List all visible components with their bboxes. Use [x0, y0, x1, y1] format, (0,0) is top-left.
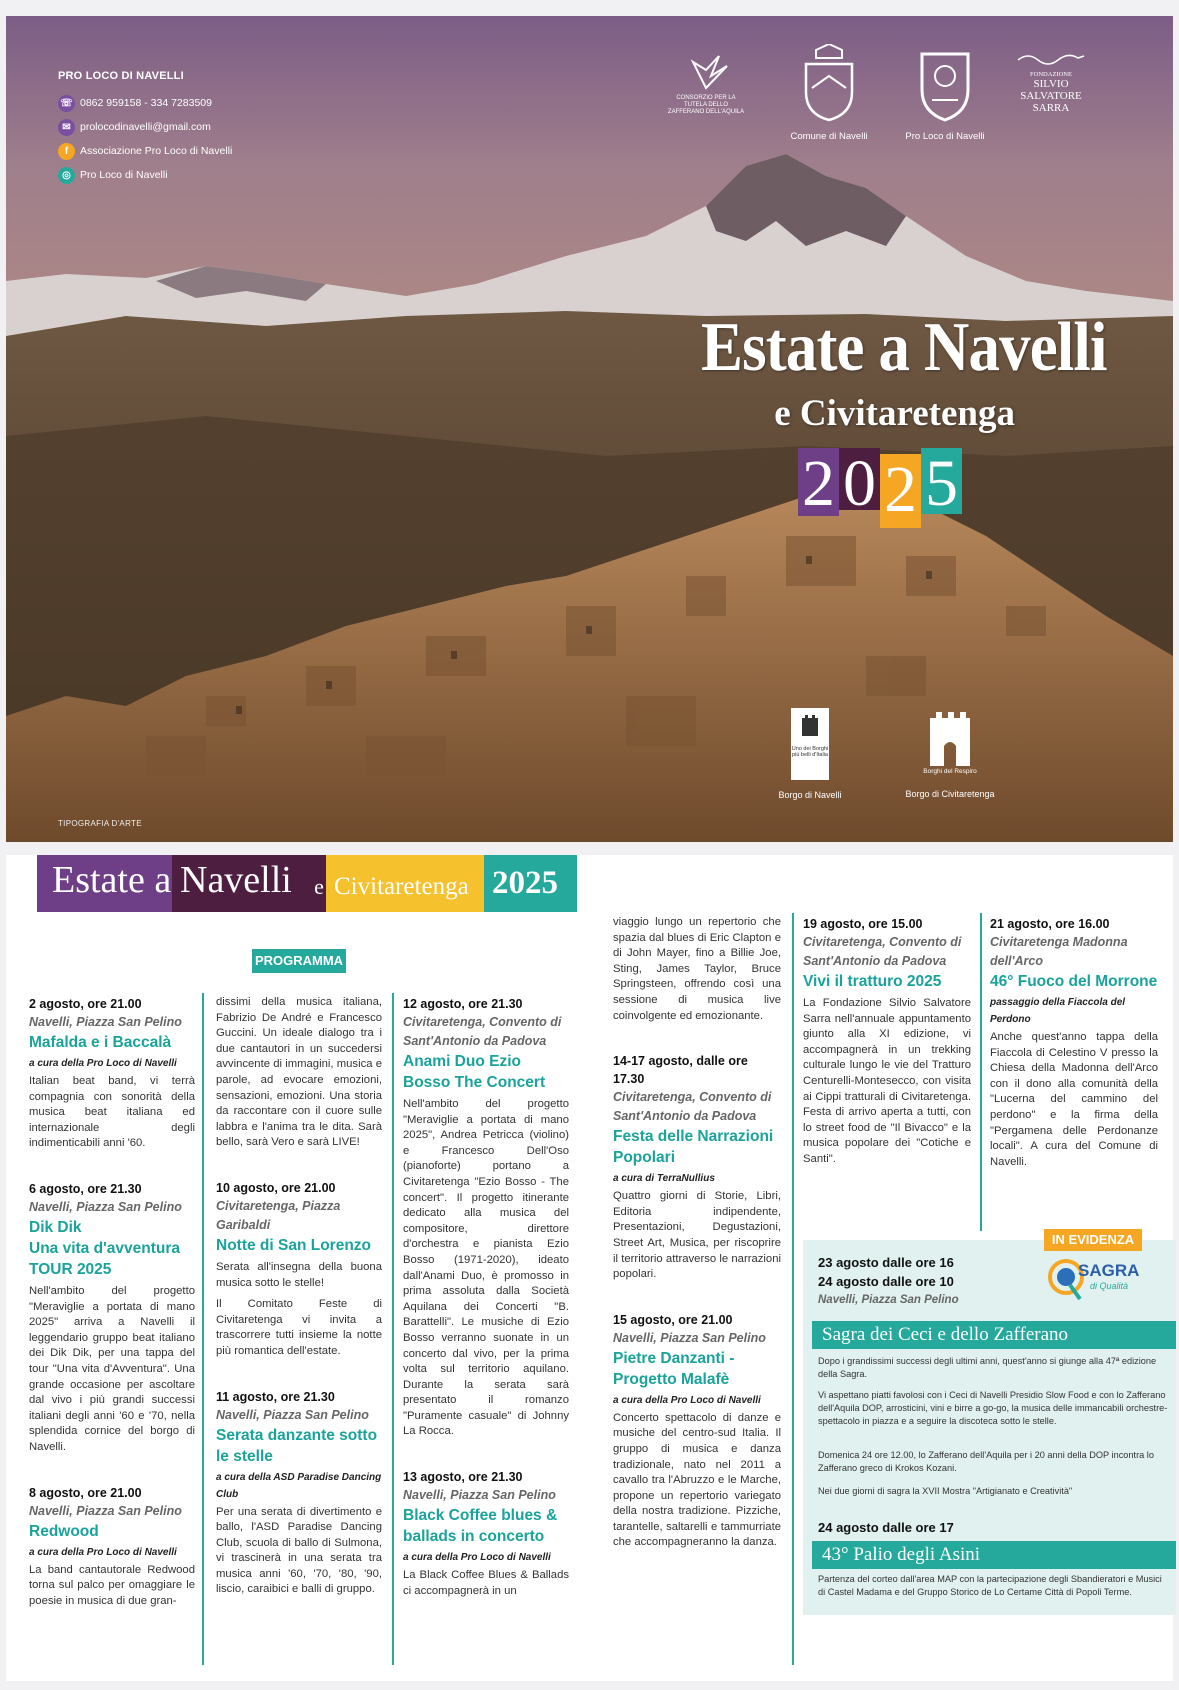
borghi-badge-text: Uno dei Borghi più belli d'Italia — [791, 746, 829, 758]
event-date: 21 agosto, ore 16.00 — [990, 917, 1110, 931]
event-description: dissimi della musica italiana, Fabrizio De André e Francesco Guccini. Un ideale dialogo tra i due cantautori in un succedersi avvincente di immagini, musica e parole, ad evocare emozioni, sensazioni, emozioni. Una storia da raccontare con il cuore sulle labbra e l'anima tra le dita. Sarà bello, sarà Vero e sarà LIVE! — [216, 996, 382, 1149]
event-mafalda — [29, 995, 195, 1152]
sagra-date-1: 23 agosto dalle ore 16 — [818, 1255, 954, 1270]
sagra-date-2: 24 agosto dalle ore 10 — [818, 1274, 954, 1289]
event-title: Dik Dik — [29, 1218, 82, 1236]
instagram-text: Pro Loco di Navelli — [80, 169, 168, 181]
event-place: Civitaretenga, Convento di Sant'Antonio da Padova — [403, 1015, 562, 1048]
column-divider — [792, 913, 794, 1665]
event-description: La Fondazione Silvio Salvatore Sarra nell'annuale appuntamento giunto alla XI edizione, vi accompagnerà in un trekking culturale lungo le vie del Tratturo Centurelli-Montesecco, con visita ai Cippi tratturali di Civitaretenga. Festa di arrivo aperta a tutti, con lo street food de "Il Bivacco" e la musica popolare dei "Cotiche e Santi". — [803, 997, 971, 1165]
event-title: 46° Fuoco del Morrone — [990, 973, 1158, 990]
column-divider — [202, 993, 204, 1665]
comune-logo — [784, 44, 874, 142]
event-fuoco-morrone — [990, 915, 1158, 1170]
event-date: 13 agosto, ore 21.30 — [403, 1470, 523, 1485]
borgo-navelli-text: Borgo di Navelli — [778, 790, 842, 800]
fondazione-small-text: FONDAZIONE — [1030, 71, 1072, 78]
event-place: Civitaretenga, Convento di Sant'Antonio da Padova — [613, 1090, 772, 1124]
event-subtitle: Una vita d'avventura TOUR 2025 — [29, 1239, 180, 1278]
shield-icon — [918, 46, 972, 122]
email-icon: ✉ — [58, 119, 75, 136]
proloco-logo — [900, 46, 990, 142]
event-curator: a cura della Pro Loco di Navelli — [29, 1058, 177, 1069]
facebook-icon: f — [58, 143, 75, 160]
facebook-text: Associazione Pro Loco di Navelli — [80, 145, 233, 157]
borgo-civitaretenga — [890, 710, 1010, 799]
year-digit: 2 — [798, 448, 839, 516]
sagra-text-2: Vi aspettano piatti favolosi con i Ceci di Navelli Presidio Slow Food e con lo Zafferano dell'Aquila DOP, arrosticini, vini e birre a go-go, la musica delle immancabili orchestre-spettacolo in piazza e a seguire la discoteca sotto le stelle. — [818, 1390, 1168, 1426]
event-description: Nell'ambito del progetto "Meraviglie a portata di mano 2025", Andrea Petricca (violino) e Francesco Dell'Oso (pianoforte) portano a Civitaretenga "Ezio Bosso - The concert". Il progetto itinerante dedicato alla musica del compositore, direttore d'orchestra e pianista Ezio Bosso (1971-2020), ideato dall'Anami Duo, è promosso in prima assoluta dalla Società Aquilana dei Concerti "B. Barattelli". Le musiche di Ezio Bosso verranno suonate in un concerto dal vivo, per la prima volta sul territorio aquilano. Durante la serata sarà presentato il romanzo "Puramente casuale" di Johnny La Rocca. — [403, 1098, 569, 1438]
year-digit: 2 — [880, 454, 921, 528]
column-divider — [392, 993, 394, 1665]
event-title: Notte di San Lorenzo — [216, 1236, 371, 1254]
instagram-icon: ◎ — [58, 167, 75, 184]
consorzio-logo — [666, 52, 746, 116]
event-place: Navelli, Piazza San Pelino — [403, 1488, 556, 1503]
contact-block — [58, 70, 232, 187]
sagra-logo-text: SAGRA — [1078, 1261, 1140, 1280]
program-column-6 — [990, 915, 1158, 1198]
program-column-3 — [403, 995, 569, 1627]
fondazione-logo — [1006, 52, 1096, 114]
sagra-text-3: Domenica 24 ore 12.00, lo Zafferano dell'Aquila per i 20 anni della DOP incontra lo Zafferano greco di Krokos Kozani. — [818, 1450, 1154, 1473]
sheet-header — [37, 855, 577, 912]
event-description: Per una serata di divertimento e ballo, l'ASD Paradise Dancing Club, scuola di ballo di Sulmona, vi trascinerà in una serata tra musica anni '60, '70, '80, '90, liscio, caraibici e balli di gruppo. — [216, 1505, 382, 1596]
event-place: Navelli, Piazza San Pelino — [29, 1199, 182, 1214]
tower-gate-icon — [926, 710, 974, 766]
event-place: Navelli, Piazza San Pelino — [613, 1330, 766, 1345]
event-narrazioni — [613, 1052, 781, 1283]
program-column-2 — [216, 995, 382, 1626]
event-curator: passaggio della Fiaccola del Perdono — [990, 997, 1126, 1025]
event-place: Navelli, Piazza San Pelino — [29, 1503, 182, 1518]
event-title: Redwood — [29, 1522, 99, 1540]
event-curator: a cura della Pro Loco di Navelli — [29, 1546, 177, 1558]
event-dikdik — [29, 1180, 195, 1456]
event-black-coffee-cont — [613, 915, 781, 1024]
event-place: Civitaretenga Madonna dell'Arco — [990, 935, 1128, 968]
header-part-a: Estate a — [37, 855, 172, 912]
facebook-row[interactable] — [58, 139, 232, 163]
sagra-text-1: Dopo i grandissimi successi degli ultimi anni, quest'anno si giunge alla 47ª edizione della Sagra. — [818, 1356, 1157, 1379]
program-column-4 — [613, 915, 781, 1579]
event-san-lorenzo — [216, 1179, 382, 1360]
cover-panel — [6, 16, 1173, 842]
event-curator: a cura della Pro Loco di Navelli — [613, 1394, 761, 1406]
tipografia-credit: TIPOGRAFIA D'ARTE — [58, 819, 142, 828]
event-description-2: Il Comitato Feste di Civitaretenga vi invita a trascorrere tutti insieme la notte più romantica dell'estate. — [216, 1298, 382, 1357]
event-date: 6 agosto, ore 21.30 — [29, 1181, 142, 1196]
instagram-row[interactable] — [58, 163, 232, 187]
event-description: Anche quest'anno tappa della Fiaccola di Celestino V presso la Chiesa della Madonna dell'Arco con il dono alla comunità della "Lucerna del cammino del perdono" e la firma della "Pergamena delle Perdonanze locali". A cura del Comune di Navelli. — [990, 1031, 1158, 1168]
event-curator: a cura della Pro Loco di Navelli — [403, 1552, 551, 1564]
consorzio-text: CONSORZIO PER LA TUTELA DELLO ZAFFERANO DELL'AQUILA — [667, 95, 745, 115]
respiro-badge-text: Borghi del Respiro — [923, 768, 977, 775]
event-description: La band cantautorale Redwood torna sul palco per omaggiare le poesie in musica di due gran- — [29, 1563, 195, 1607]
programma-badge: PROGRAMMA — [252, 949, 346, 973]
phone-icon: ☏ — [58, 95, 75, 112]
sagra-place: Navelli, Piazza San Pelino — [818, 1294, 959, 1306]
event-date: 14-17 agosto, dalle ore 17.30 — [613, 1054, 748, 1087]
program-column-1 — [29, 995, 195, 1637]
event-description: viaggio lungo un repertorio che spazia dal blues di Eric Clapton e di John Mayer, fino a Billie Joe, Sting, James Taylor, Bruce Springsteen, offrendo così una sessione di musica live coinvolgente ed emozionante. — [613, 916, 781, 1022]
event-date: 2 agosto, ore 21.00 — [29, 997, 142, 1011]
org-name: PRO LOCO DI NAVELLI — [58, 70, 184, 82]
proloco-text: Pro Loco di Navelli — [905, 131, 985, 142]
cover-title: Estate a Navelli — [701, 309, 1107, 386]
header-part-e: 2025 — [484, 855, 577, 912]
event-pietre-danzanti — [613, 1311, 781, 1551]
palio-date: 24 agosto dalle ore 17 — [818, 1520, 954, 1535]
year-digit: 5 — [921, 448, 962, 514]
event-title: Pietre Danzanti - Progetto Malafè — [613, 1349, 735, 1388]
event-description: Quattro giorni di Storie, Libri, Editoria indipendente, Presentazioni, Degustazioni, Street Art, Musica, per riscoprire il territorio attraverso le narrazioni popolari. — [613, 1190, 781, 1281]
saffron-flower-icon — [681, 52, 731, 90]
wave-icon — [1016, 52, 1086, 66]
borgo-civitaretenga-text: Borgo di Civitaretenga — [905, 789, 995, 799]
borghi-badge — [791, 708, 829, 780]
palio-text: Partenza del corteo dall'area MAP con la partecipazione degli Sbandieratori e Musici di Castel Madama e del Gruppo Storico de Lo Certame Città di Popoli Terme. — [818, 1574, 1162, 1597]
borgo-navelli — [770, 708, 850, 800]
event-place: Navelli, Piazza San Pelino — [216, 1407, 369, 1422]
event-redwood-cont — [216, 995, 382, 1151]
event-date: 15 agosto, ore 21.00 — [613, 1312, 733, 1327]
event-title: Vivi il tratturo 2025 — [803, 973, 942, 990]
event-place: Navelli, Piazza San Pelino — [29, 1015, 182, 1029]
event-title: Black Coffee blues & ballads in concerto — [403, 1507, 558, 1546]
event-date: 11 agosto, ore 21.30 — [216, 1389, 335, 1404]
event-date: 10 agosto, ore 21.00 — [216, 1180, 336, 1195]
event-serata-danzante — [216, 1388, 382, 1599]
event-date: 12 agosto, ore 21.30 — [403, 997, 523, 1011]
event-description: La Black Coffee Blues & Ballads ci accompagnerà in un — [403, 1569, 569, 1597]
year-block — [798, 447, 962, 526]
event-description: Concerto spettacolo di danze e musiche del centro-sud Italia. Il gruppo di musica e danza tradizionale, nato nel 2011 a cavallo tra l'Abruzzo e le Marche, propone un repertorio variegato della nostra tradizione. Pizziche, tarantelle, saltarelli e tammurriate che accompagneranno la danza. — [613, 1411, 781, 1549]
email-row[interactable] — [58, 115, 232, 139]
sagra-dates — [818, 1253, 1038, 1310]
header-part-b: Navelli — [172, 855, 312, 912]
event-place: Civitaretenga, Convento di Sant'Antonio da Padova — [803, 935, 962, 968]
event-title: Serata danzante sotto le stelle — [216, 1426, 378, 1465]
event-description: Serata all'insegna della buona musica sotto le stelle! — [216, 1260, 382, 1289]
event-date: 19 agosto, ore 15.00 — [803, 917, 923, 931]
tower-icon — [799, 714, 821, 736]
phone-row — [58, 91, 232, 115]
event-description: Nell'ambito del progetto "Meraviglie a portata di mano 2025" arriva a Navelli il leggendario gruppo beat italiano dei Dik Dik, per una tappa del tour "Una vita d'Avventura". Una grande occasione per ascoltare dal vivo i più grandi successi italiani degli anni '60 e '70, nella splendida cornice del borgo di Navelli. — [29, 1284, 195, 1453]
event-title: Mafalda e i Baccalà — [29, 1034, 172, 1051]
event-place: Civitaretenga, Piazza Garibaldi — [216, 1198, 341, 1232]
column-divider — [980, 913, 982, 1231]
sagra-title-band: Sagra dei Ceci e dello Zafferano — [812, 1321, 1176, 1349]
header-part-d: Civitaretenga — [326, 855, 484, 912]
sagra-qualita-logo — [1046, 1257, 1142, 1303]
sagra-text-4: Nei due giorni di sagra la XVII Mostra "Artigianato e Creatività" — [818, 1486, 1073, 1496]
event-curator: a cura della ASD Paradise Dancing Club — [216, 1471, 382, 1500]
event-title: Anami Duo Ezio Bosso The Concert — [403, 1053, 546, 1091]
event-ezio-bosso — [403, 995, 569, 1440]
event-title: Festa delle Narrazioni Popolari — [613, 1128, 774, 1167]
year-digit: 0 — [839, 448, 880, 510]
palio-title-band: 43° Palio degli Asini — [812, 1541, 1176, 1569]
event-black-coffee — [403, 1468, 569, 1599]
event-tratturo — [803, 915, 971, 1168]
coat-of-arms-icon — [798, 44, 860, 122]
program-column-5 — [803, 915, 971, 1196]
in-evidenza-badge: IN EVIDENZA — [1044, 1229, 1142, 1251]
event-description: Italian beat band, vi terrà compagnia con sonorità della musica beat italiana ed internazionale degli indimenticabili anni '60. — [29, 1075, 195, 1150]
event-redwood — [29, 1484, 195, 1610]
sagra-logo-sub: di Qualità — [1090, 1281, 1129, 1291]
fondazione-name: SILVIO SALVATORE SARRA — [1020, 78, 1082, 114]
cover-subtitle: e Civitaretenga — [774, 393, 1015, 434]
email-text: prolocodinavelli@gmail.com — [80, 121, 211, 133]
comune-text: Comune di Navelli — [790, 131, 868, 142]
event-curator: a cura di TerraNullius — [613, 1173, 715, 1185]
phone-text: 0862 959158 - 334 7283509 — [80, 97, 212, 109]
event-date: 8 agosto, ore 21.00 — [29, 1485, 142, 1500]
program-sheet — [6, 855, 1173, 1681]
header-part-c: e — [312, 855, 326, 912]
